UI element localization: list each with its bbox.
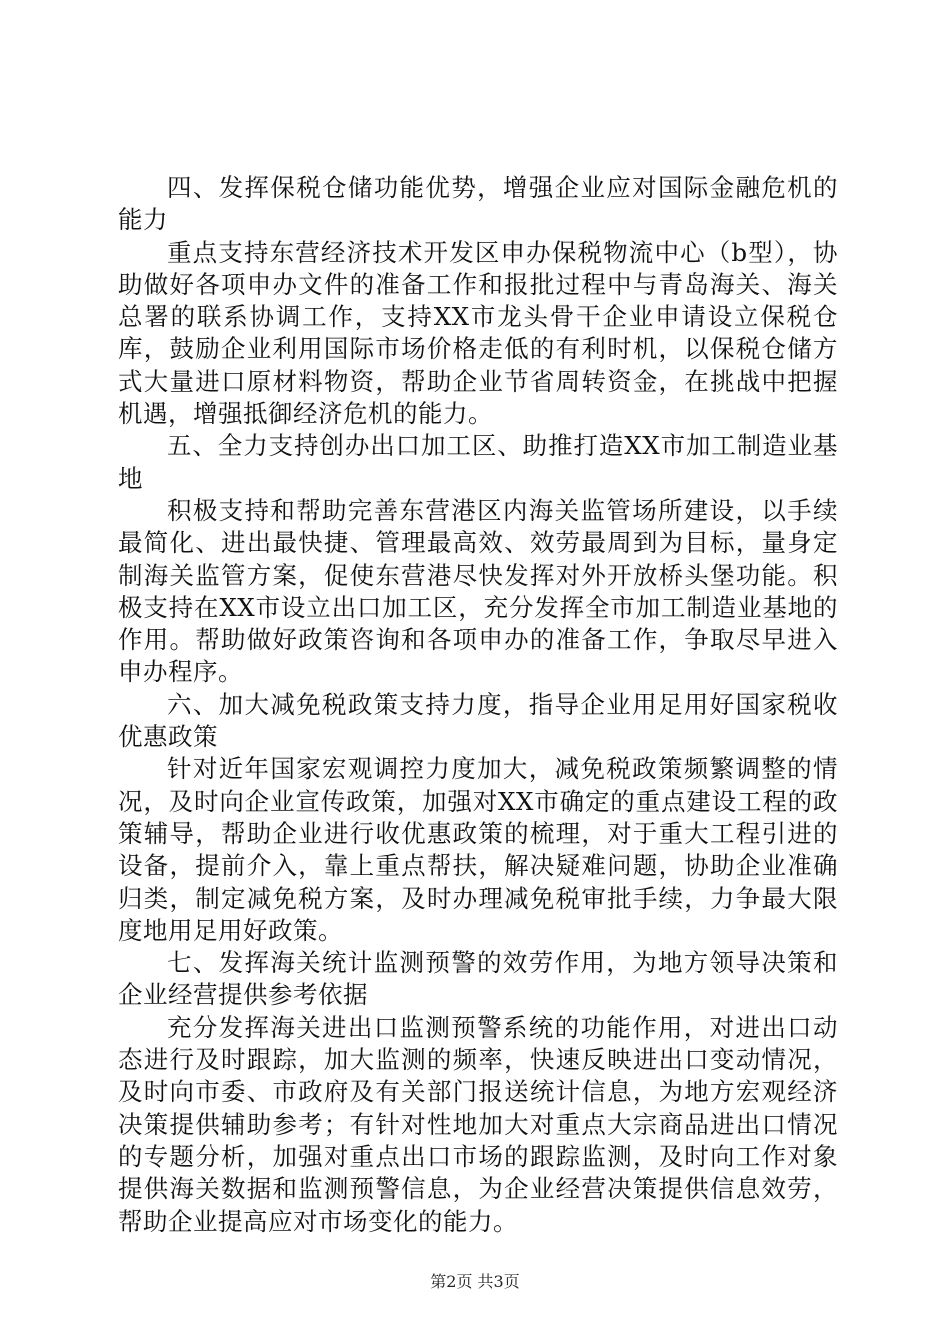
- section-heading-5: 五、全力支持创办出口加工区、助推打造XX市加工制造业基地: [118, 431, 838, 493]
- section-heading-6: 六、加大减免税政策支持力度，指导企业用足用好国家税收优惠政策: [118, 689, 838, 752]
- section-body-4: 重点支持东营经济技术开发区申办保税物流中心（b型），协助做好各项申办文件的准备工作和报批过程中与青岛海关、海关总署的联系协调工作，支持XX市龙头骨干企业申请设立保税仓库，鼓励企业利用国际市场价格走低的有利时机，以保税仓储方式大量进口原材料物资，帮助企业节省周转资金，在挑战中把握机遇，增强抵御经济危机的能力。: [118, 237, 838, 429]
- page-number-footer: 第2页 共3页: [430, 1272, 520, 1291]
- section-body-6: 针对近年国家宏观调控力度加大，减免税政策频繁调整的情况，及时向企业宣传政策，加强对XX市确定的重点建设工程的政策辅导，帮助企业进行收优惠政策的梳理，对于重大工程引进的设备，提前介入，靠上重点帮扶，解决疑难问题，协助企业准确归类，制定减免税方案，及时办理减免税审批手续，力争最大限度地用足用好政策。: [118, 754, 838, 945]
- section-heading-7: 七、发挥海关统计监测预警的效劳作用，为地方领导决策和企业经营提供参考依据: [118, 948, 838, 1010]
- document-body: [118, 172, 838, 1238]
- section-body-5: 积极支持和帮助完善东营港区内海关监管场所建设，以手续最简化、进出最快捷、管理最高效、效劳最周到为目标，量身定制海关监管方案，促使东营港尽快发挥对外开放桥头堡功能。积极支持在XX市设立出口加工区，充分发挥全市加工制造业基地的作用。帮助做好政策咨询和各项申办的准备工作，争取尽早进入申办程序。: [118, 495, 838, 687]
- section-heading-4: 四、发挥保税仓储功能优势，增强企业应对国际金融危机的能力: [118, 173, 838, 235]
- section-body-7: 充分发挥海关进出口监测预警系统的功能作用，对进出口动态进行及时跟踪，加大监测的频率，快速反映进出口变动情况，及时向市委、市政府及有关部门报送统计信息，为地方宏观经济决策提供辅助参考；有针对性地加大对重点大宗商品进出口情况的专题分析，加强对重点出口市场的跟踪监测，及时向工作对象提供海关数据和监测预警信息，为企业经营决策提供信息效劳，帮助企业提高应对市场变化的能力。: [118, 1012, 838, 1236]
